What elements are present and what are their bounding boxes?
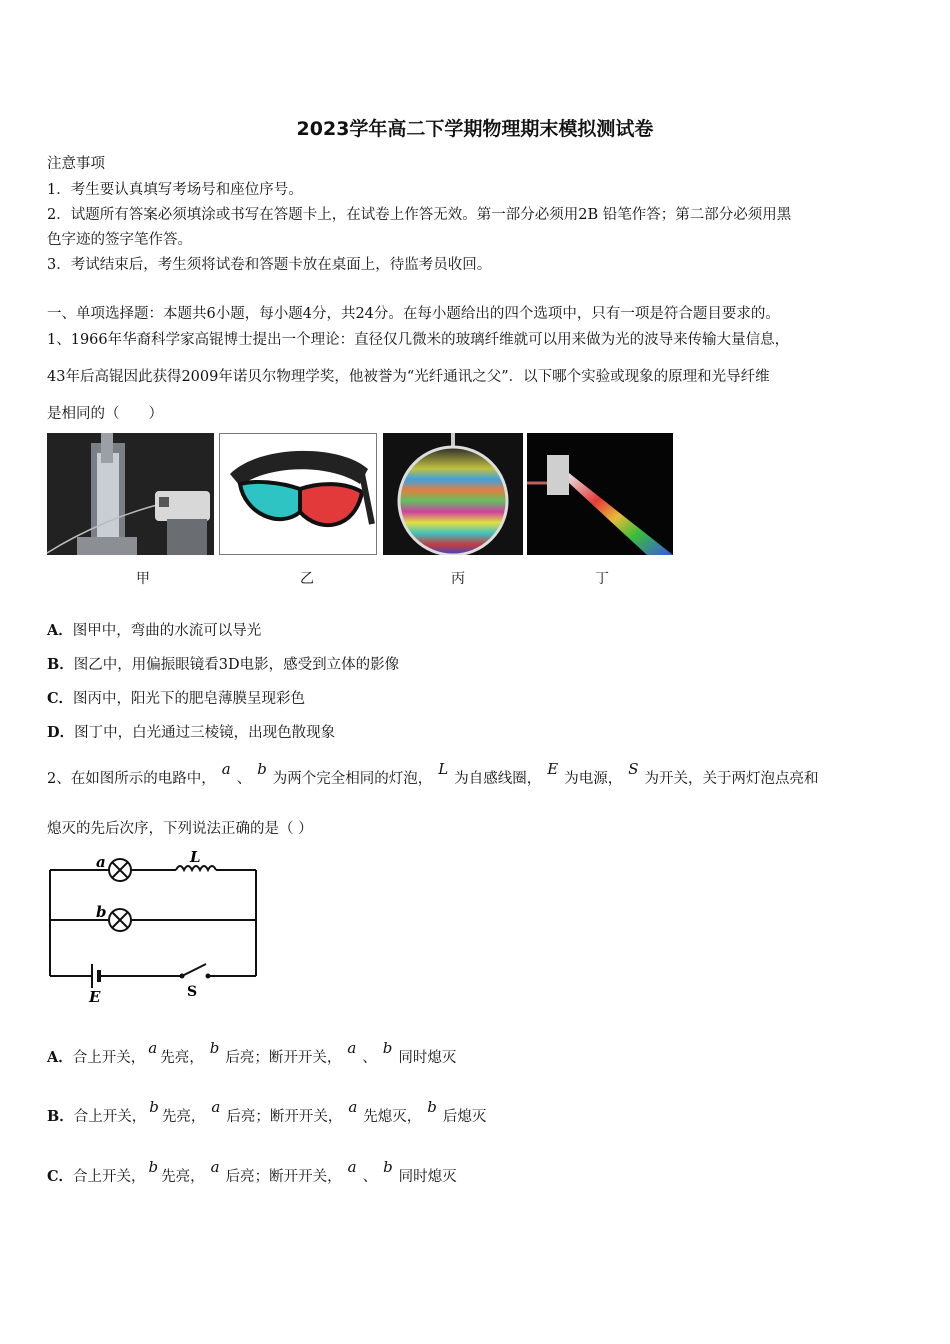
notice-item: 色字迹的签字笔作答。: [47, 232, 192, 248]
figure-caption: 甲: [136, 571, 150, 587]
option-label: A．: [47, 1049, 73, 1066]
math-var: a: [347, 1039, 357, 1057]
figure-caption: 乙: [300, 571, 314, 587]
math-var: a: [210, 1158, 220, 1176]
label-b: b: [96, 903, 107, 921]
question-2-text: 熄灭的先后次序，下列说法正确的是（ ）: [47, 821, 313, 837]
text-run: 后熄灭: [442, 1109, 487, 1125]
text-run: 先熄灭，: [363, 1109, 422, 1125]
question-1-text: 是相同的（ ）: [47, 406, 163, 422]
math-var: S: [628, 760, 639, 778]
math-var: a: [211, 1098, 221, 1116]
text-run: 先亮，: [161, 1169, 205, 1185]
math-var: L: [438, 760, 449, 778]
option-text: 图丁中，白光通过三棱镜，出现色散现象: [74, 725, 336, 741]
option-label: D．: [47, 724, 75, 741]
math-var: a: [348, 1098, 358, 1116]
photo-prism: [527, 433, 673, 555]
text-run: 2、在如图所示的电路中，: [47, 771, 216, 787]
text-run: 为电源，: [564, 771, 623, 787]
math-var: E: [547, 760, 559, 778]
math-var: b: [383, 1158, 393, 1176]
text-run: 先亮，: [161, 1109, 206, 1125]
label-e: E: [89, 988, 101, 1004]
option-label: C．: [47, 1168, 74, 1185]
math-var: a: [347, 1158, 357, 1176]
photo-3d-glasses: [219, 433, 377, 555]
text-run: 、: [236, 771, 252, 787]
text-run: 为两个完全相同的灯泡，: [272, 771, 433, 787]
circuit-diagram: [44, 848, 264, 1004]
section-heading: 一、单项选择题：本题共6小题，每小题4分，共24分。在每小题给出的四个选项中，只有一项是符合题目要求的。: [47, 306, 780, 322]
option-label: B．: [47, 656, 74, 673]
text-run: 为自感线圈，: [454, 771, 542, 787]
label-a: a: [96, 853, 106, 871]
figure-caption: 丙: [451, 571, 465, 587]
option-c: [47, 1158, 457, 1186]
math-var: b: [257, 760, 267, 778]
option-label: B．: [47, 1108, 74, 1125]
photo-soap-film: [383, 433, 523, 555]
option-b: [47, 1098, 487, 1126]
option-label: A．: [47, 622, 73, 639]
text-run: 后亮；断开开关，: [225, 1050, 342, 1066]
option-b: [47, 653, 399, 674]
text-run: 同时熄灭: [398, 1050, 457, 1066]
text-run: 、: [362, 1050, 377, 1066]
option-a: [47, 1039, 457, 1067]
text-run: 先亮，: [160, 1050, 204, 1066]
notice-heading: 注意事项: [47, 156, 105, 172]
text-run: 合上开关，: [73, 1109, 147, 1125]
page-title: 2023学年高二下学期物理期末模拟测试卷: [296, 118, 654, 140]
option-label: C．: [47, 690, 74, 707]
text-run: 为开关，关于两灯泡点亮和: [644, 771, 819, 787]
label-s: S: [187, 984, 198, 1000]
question-1-text: 43年后高锟因此获得2009年诺贝尔物理学奖，他被誉为“光纤通讯之父”．以下哪个实验或现象的原理和光导纤维: [47, 369, 770, 385]
text-run: 后亮；断开开关，: [225, 1169, 342, 1185]
photo-water-stream: [47, 433, 214, 555]
question-1-text: 1、1966年华裔科学家高锟博士提出一个理论：直径仅几微米的玻璃纤维就可以用来做为光的波导来传输大量信息，: [47, 332, 790, 348]
label-l: L: [190, 848, 201, 866]
notice-item: 1．考生要认真填写考场号和座位序号。: [47, 182, 303, 198]
question-2-text: [47, 760, 819, 788]
text-run: 后亮；断开开关，: [226, 1109, 343, 1125]
text-run: 同时熄灭: [398, 1169, 457, 1185]
notice-item: 2．试题所有答案必须填涂或书写在答题卡上，在试卷上作答无效。第一部分必须用2B 铅笔作答；第二部分必须用黑: [47, 207, 792, 223]
option-text: 图乙中，用偏振眼镜看3D电影，感受到立体的影像: [73, 657, 400, 673]
option-c: [47, 687, 305, 708]
option-text: 图丙中，阳光下的肥皂薄膜呈现彩色: [73, 691, 306, 707]
math-var: b: [148, 1158, 159, 1176]
math-var: b: [382, 1039, 393, 1057]
math-var: b: [149, 1098, 159, 1116]
option-text: 图甲中，弯曲的水流可以导光: [72, 623, 262, 639]
notice-item: 3．考试结束后，考生须将试卷和答题卡放在桌面上，待监考员收回。: [47, 257, 492, 273]
math-var: b: [209, 1039, 220, 1057]
math-var: a: [148, 1039, 158, 1057]
option-a: [47, 619, 261, 640]
math-var: b: [427, 1098, 437, 1116]
text-run: 合上开关，: [73, 1169, 146, 1185]
text-run: 合上开关，: [72, 1050, 146, 1066]
math-var: a: [221, 760, 231, 778]
text-run: 、: [362, 1169, 378, 1185]
option-d: [47, 721, 335, 742]
figure-caption: 丁: [595, 571, 609, 587]
